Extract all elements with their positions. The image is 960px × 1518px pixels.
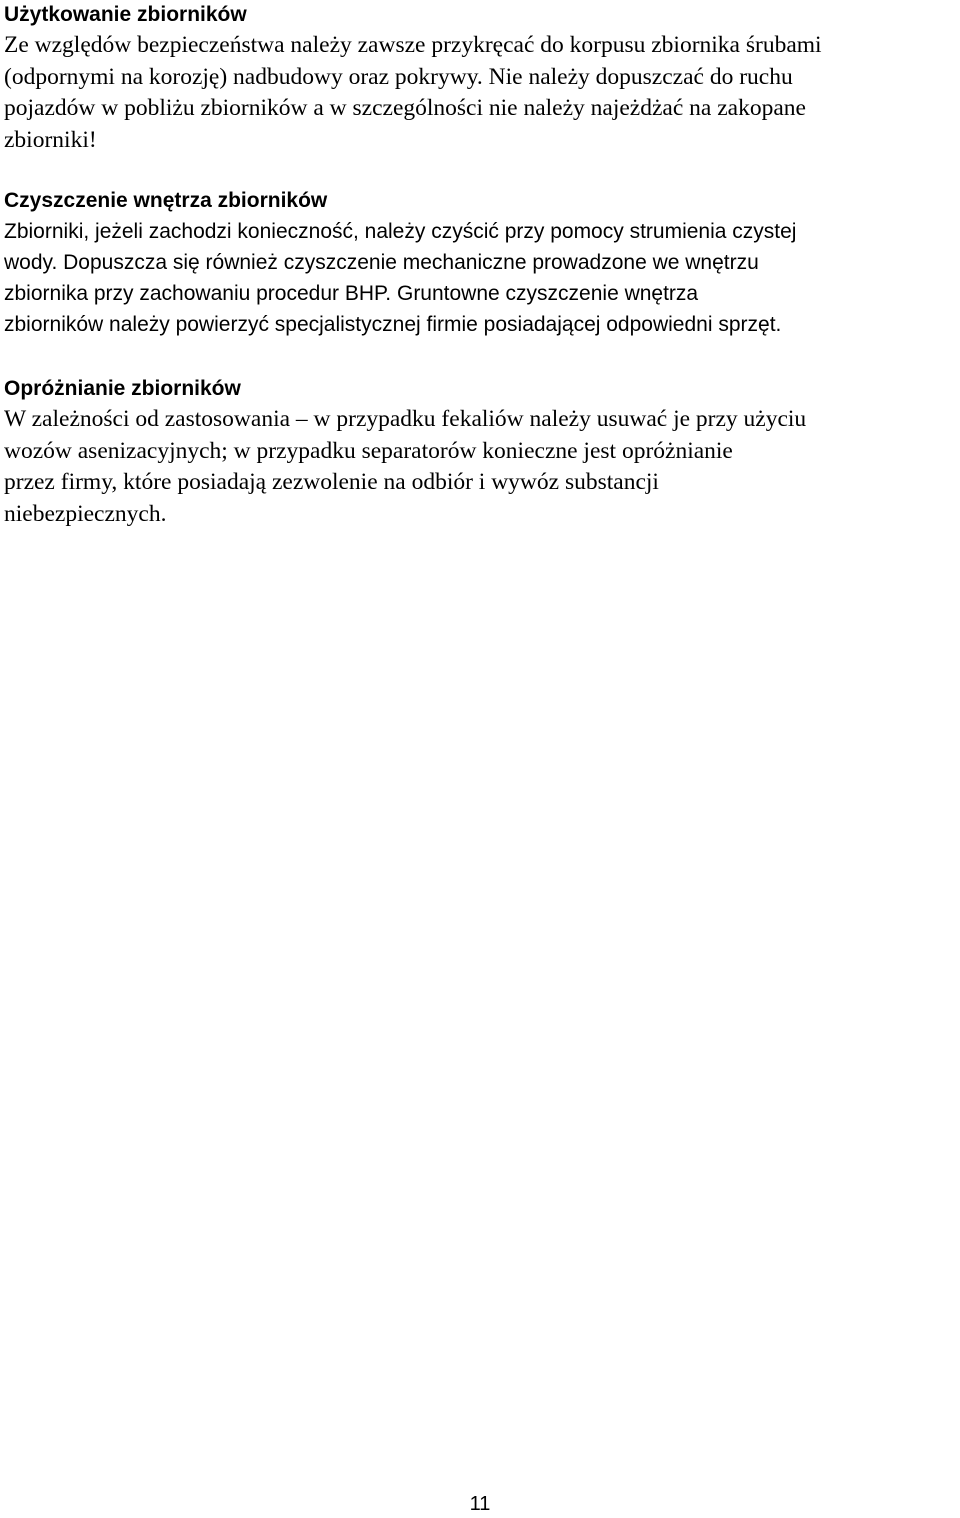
section-tank-cleaning [4,186,956,340]
paragraph-line: zbiorniki! [4,126,97,153]
section-paragraph [4,30,956,156]
paragraph-line: wozów asenizacyjnych; w przypadku separatorów konieczne jest opróżnianie [4,437,733,464]
paragraph-line: wody. Dopuszcza się również czyszczenie mechaniczne prowadzone we wnętrzu [4,251,759,274]
section-paragraph [4,404,956,530]
section-heading: Czyszczenie wnętrza zbiorników [4,189,328,212]
paragraph-line: (odpornymi na korozję) nadbudowy oraz pokrywy. Nie należy dopuszczać do ruchu [4,63,793,90]
section-paragraph [4,216,956,340]
section-heading: Opróżnianie zbiorników [4,377,241,400]
paragraph-line: Zbiorniki, jeżeli zachodzi konieczność, należy czyścić przy pomocy strumienia czystej [4,220,797,243]
section-tank-emptying [4,374,956,530]
paragraph-line: niebezpiecznych. [4,500,167,527]
paragraph-line: Ze względów bezpieczeństwa należy zawsze przykręcać do korpusu zbiornika śrubami [4,32,822,58]
paragraph-line: zbiornika przy zachowaniu procedur BHP. Gruntowne czyszczenie wnętrza [4,282,699,305]
page-number: 11 [469,1493,491,1515]
section-tank-usage [4,0,956,156]
section-heading: Użytkowanie zbiorników [4,3,247,26]
paragraph-line: przez firmy, które posiadają zezwolenie na odbiór i wywóz substancji [4,469,659,495]
paragraph-line: zbiorników należy powierzyć specjalistycznej firmie posiadającej odpowiedni sprzęt. [4,313,782,336]
paragraph-line: W zależności od zastosowania – w przypadku fekaliów należy usuwać je przy użyciu [4,406,807,432]
paragraph-line: pojazdów w pobliżu zbiorników a w szczególności nie należy najeżdżać na zakopane [4,95,806,121]
